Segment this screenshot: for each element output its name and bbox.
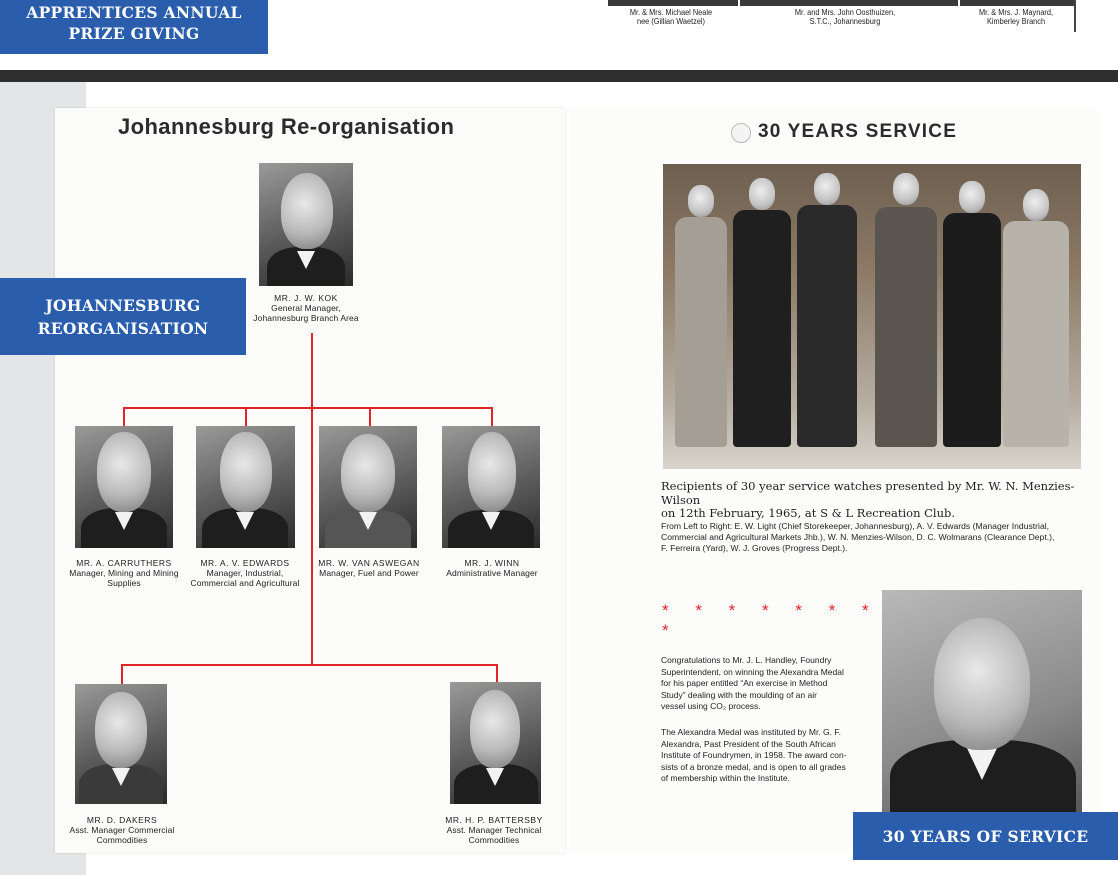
caption-kok: [248, 293, 364, 323]
names-line: Commercial and Agricultural Markets Jhb.), W. N. Menzies-Wilson, D. C. Wolmarans (Clearance Dept.),: [661, 532, 1055, 543]
medal-text: [661, 727, 873, 785]
strip-caption-1: [611, 8, 731, 26]
caption-battersby: [436, 815, 552, 845]
apprentices-ribbon[interactable]: [0, 0, 268, 54]
strip-caption-2: [776, 8, 914, 26]
caption-dakers: [62, 815, 182, 845]
ribbon-label: REORGANISATION: [37, 318, 209, 338]
ribbon-label: PRIZE GIVING: [68, 24, 200, 43]
person-name: MR. J. WINN: [464, 558, 520, 568]
caption-line: Mr. & Mrs. J. Maynard,: [978, 8, 1054, 17]
text-line: Study” dealing with the moulding of an air: [661, 689, 817, 700]
person-role: Administrative Manager: [446, 568, 538, 578]
caption-winn: [436, 558, 548, 578]
portrait-winn: [442, 426, 540, 548]
portrait-battersby: [450, 682, 541, 804]
person-name: MR. W. VAN ASWEGAN: [318, 558, 420, 568]
person-role: General Manager, Johannesburg Branch Area: [253, 303, 359, 323]
caption-line: Recipients of 30 year service watches presented by Mr. W. N. Menzies-Wilson: [661, 479, 1075, 507]
person-role: Manager, Mining and Mining Supplies: [69, 568, 179, 588]
names-line: F. Ferreira (Yard), W. J. Groves (Progress Dept.).: [661, 543, 848, 554]
names-line: From Left to Right: E. W. Light (Chief Storekeeper, Johannesburg), A. V. Edwards (Manager Industrial,: [661, 521, 1050, 531]
text-line: The Alexandra Medal was instituted by Mr. G. F.: [661, 727, 841, 737]
ribbon-label: JOHANNESBURG: [45, 295, 201, 315]
person-role: Manager, Industrial, Commercial and Agricultural: [190, 568, 300, 588]
portrait-van-aswegan: [319, 426, 417, 548]
congratulations-text: [661, 655, 873, 713]
caption-line: Mr. & Mrs. Michael Neale: [629, 8, 713, 17]
caption-line: Kimberley Branch: [986, 17, 1046, 26]
page-title: 30 YEARS SERVICE: [758, 121, 958, 142]
text-line: of membership within the Institute.: [661, 773, 790, 783]
text-line: sists of a bronze medal, and is open to all grades: [661, 761, 846, 772]
org-line: [121, 664, 123, 684]
ribbon-label: APPRENTICES ANNUAL: [26, 3, 242, 22]
ribbon-label: 30 YEARS OF SERVICE: [882, 826, 1089, 846]
portrait-edwards: [196, 426, 295, 548]
group-photo-caption: [661, 480, 1101, 521]
thirty-years-ribbon[interactable]: [853, 812, 1118, 860]
text-line: Superintendent, on winning the Alexandra Medal: [661, 666, 844, 677]
previous-photo-strip: [608, 0, 1076, 6]
photo-gap: [958, 0, 960, 6]
text-line: for his paper entitled “An exercise in Method: [661, 678, 828, 688]
person-name: MR. A. CARRUTHERS: [76, 558, 172, 568]
caption-line: on 12th February, 1965, at S & L Recreation Club.: [661, 506, 956, 520]
decorative-stars: * * * * * * * *: [662, 601, 880, 640]
caption-van-aswegan: [312, 558, 426, 578]
page-title: Johannesburg Re-organisation: [118, 114, 455, 139]
caption-line: nee (Gillian Waetzel): [636, 17, 706, 26]
medal-icon: [731, 123, 751, 143]
text-line: Congratulations to Mr. J. L. Handley, Foundry: [661, 655, 832, 665]
text-line: vessel using CO₂ process.: [661, 701, 761, 711]
org-line: [311, 333, 313, 665]
names-list: [661, 521, 1101, 555]
org-line: [123, 407, 493, 409]
photo-gap: [738, 0, 740, 6]
person-role: Manager, Fuel and Power: [319, 568, 419, 578]
org-line: [123, 407, 125, 426]
caption-edwards: [188, 558, 302, 588]
person-name: MR. A. V. EDWARDS: [200, 558, 290, 568]
org-line: [121, 664, 498, 666]
person-name: MR. D. DAKERS: [86, 815, 158, 825]
person-role: Asst. Manager Commercial Commodities: [69, 825, 175, 845]
org-line: [491, 407, 493, 426]
org-line: [496, 664, 498, 682]
text-line: Alexandra, Past President of the South African: [661, 738, 836, 749]
johannesburg-ribbon[interactable]: [0, 278, 246, 355]
portrait-handley: [882, 590, 1082, 815]
strip-edge: [1074, 0, 1076, 32]
strip-caption-3: [963, 8, 1070, 26]
portrait-kok: [259, 163, 353, 286]
portrait-carruthers: [75, 426, 173, 548]
section-divider: [0, 70, 1118, 82]
org-line: [245, 407, 247, 426]
group-photo: [663, 164, 1081, 469]
person-role: Asst. Manager Technical Commodities: [446, 825, 542, 845]
person-name: MR. H. P. BATTERSBY: [445, 815, 543, 825]
caption-line: Mr. and Mrs. John Oosthuizen,: [794, 8, 896, 17]
text-line: Institute of Foundrymen, in 1958. The award con-: [661, 750, 847, 760]
caption-line: S.T.C., Johannesburg: [809, 17, 881, 26]
portrait-dakers: [75, 684, 167, 804]
caption-carruthers: [68, 558, 180, 588]
org-line: [369, 407, 371, 426]
person-name: MR. J. W. KOK: [274, 293, 338, 303]
